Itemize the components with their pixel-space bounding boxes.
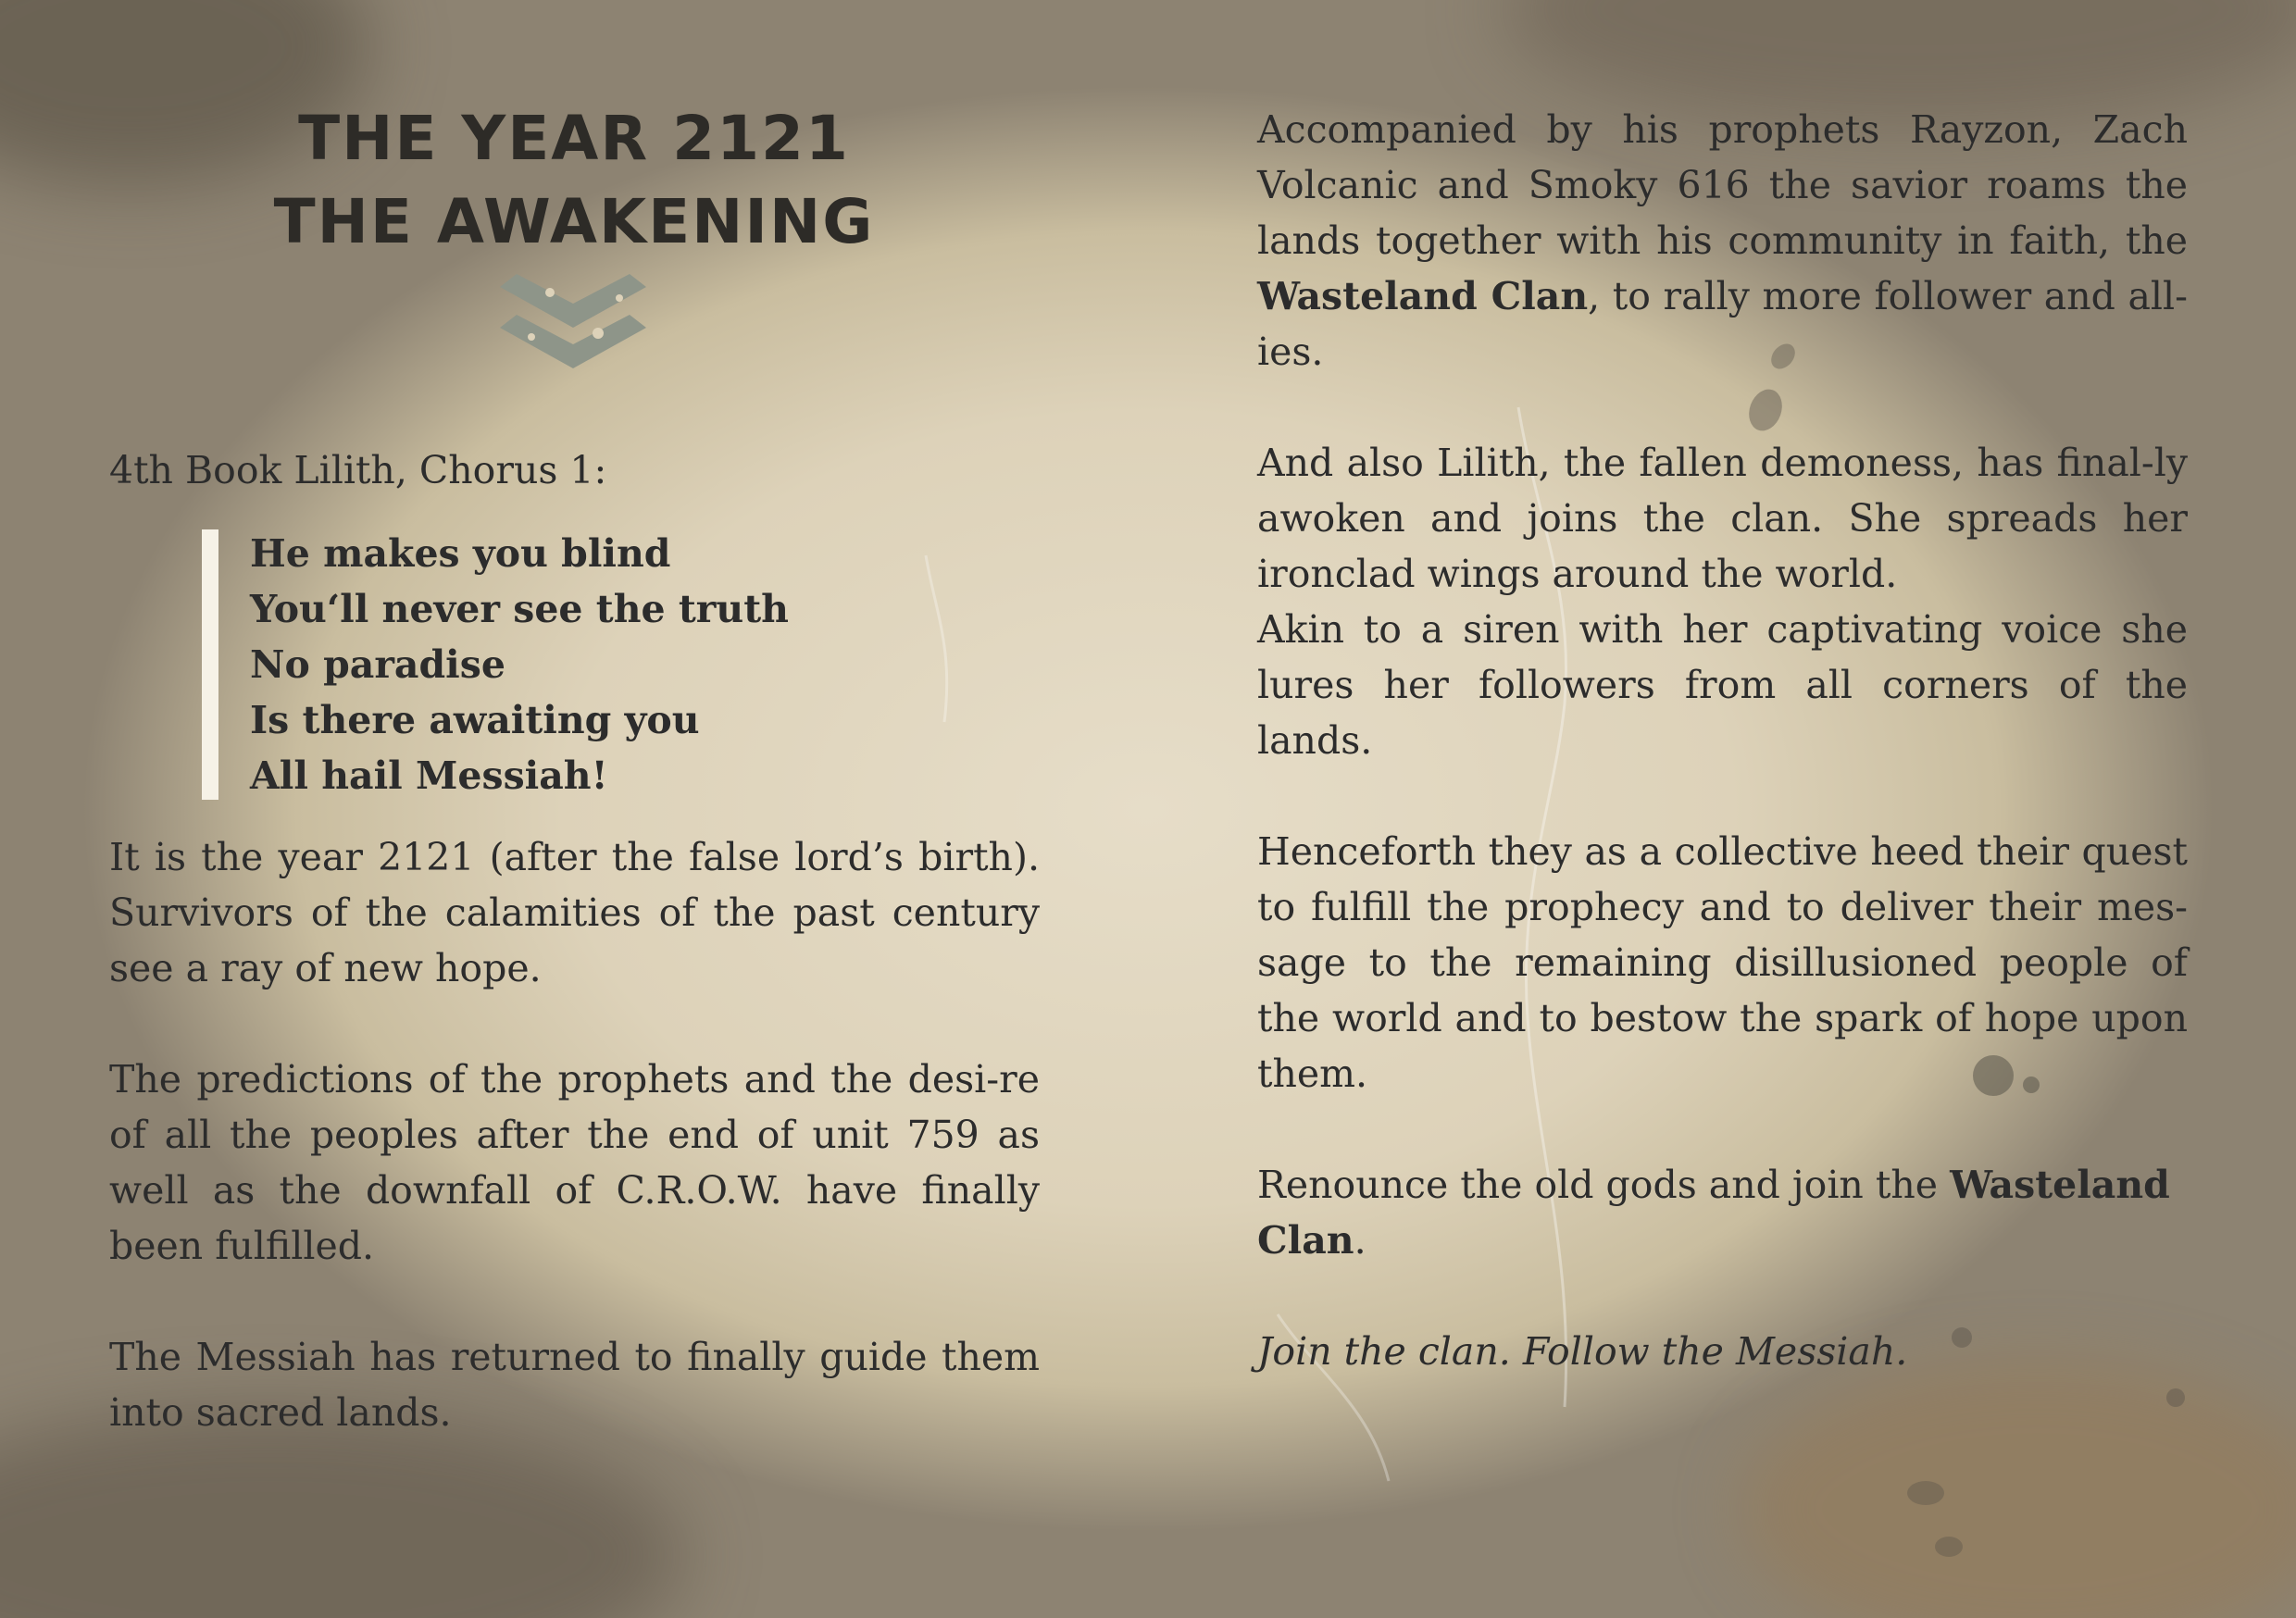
paragraph: The Messiah has returned to finally guide them into sacred lands. (109, 1335, 1040, 1435)
chorus-line: Is there awaiting you (250, 698, 700, 742)
text-span: . (1354, 1218, 1366, 1263)
double-chevron-rank-icon (494, 270, 652, 377)
clan-name-bold: Wasteland Clan (1257, 1163, 2170, 1263)
chorus-line: He makes you blind (250, 531, 671, 576)
chorus-line: All hail Messiah! (250, 753, 608, 798)
paragraph (1257, 102, 2188, 380)
paragraph: And also Lilith, the fallen demoness, has final-ly awoken and joins the clan. She spreads her ironclad wings around the world. (1257, 441, 2188, 596)
closing-slogan: Join the clan. Follow the Messiah. (1257, 1329, 1908, 1374)
paragraph: Akin to a siren with her captivating voice she lures her followers from all corners of the lands. (1257, 607, 2188, 763)
text-span: , to rally more follower and all-ies. (1257, 274, 2188, 374)
text-span: Accompanied by his prophets Rayzon, Zach Volcanic and Smoky 616 the savior roams the lands together with his community in faith, the (1257, 107, 2188, 263)
chorus-quote (202, 526, 1040, 803)
right-column (1257, 102, 2188, 1379)
chorus-line: No paradise (250, 642, 505, 687)
paragraph (1257, 1157, 2188, 1268)
left-column (109, 442, 1040, 1440)
title-line-2: THE AWAKENING (273, 186, 875, 257)
quote-bar (202, 529, 218, 800)
chorus-line: You‘ll never see the truth (250, 587, 789, 631)
paragraph: The predictions of the prophets and the desi-re of all the peoples after the end of unit 759 as well as the downfall of C.R.O.W. have finally been fulfilled. (109, 1057, 1040, 1268)
paragraph: Henceforth they as a collective heed their quest to fulfill the prophecy and to deliver their mes-sage to the remaining disillusioned people of the world and to bestow the spark of hope upon them. (1257, 829, 2188, 1096)
clan-name-bold: Wasteland Clan (1257, 274, 1589, 318)
book-reference: 4th Book Lilith, Chorus 1: (109, 448, 607, 492)
title-line-1: THE YEAR 2121 (298, 103, 850, 174)
paragraph: It is the year 2121 (after the false lord’s birth). Survivors of the calamities of the past century see a ray of new hope. (109, 835, 1040, 990)
page-title (185, 97, 963, 264)
text-span: Renounce the old gods and join the (1257, 1163, 1939, 1207)
